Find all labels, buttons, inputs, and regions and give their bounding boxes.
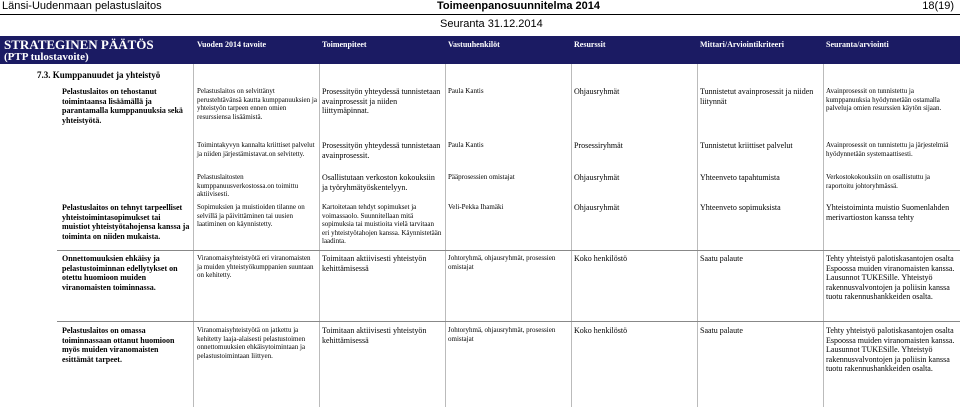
- resources-cell: Prosessiryhmät: [574, 141, 623, 150]
- column-divider: [319, 64, 320, 407]
- action-cell: Prosessityön yhteydessä tunnistetaan avainprosessit.: [322, 141, 441, 160]
- metric-cell: Saatu palaute: [700, 254, 743, 263]
- resources-cell: Ohjausryhmät: [574, 203, 620, 212]
- resources-cell: Ohjausryhmät: [574, 87, 620, 96]
- page-number: 18(19): [922, 0, 954, 12]
- section-title: 7.3. Kumppanuudet ja yhteistyö: [37, 70, 161, 80]
- metric-cell: Tunnistetut kriittiset palvelut: [700, 141, 793, 150]
- resources-cell: Koko henkilöstö: [574, 326, 628, 335]
- followup-cell: Avainprosessit on tunnistettu ja järjestelmiä hyödynnetään systemaattisesti.: [826, 141, 949, 158]
- banner-subtitle: (PTP tulostavoite): [4, 51, 89, 63]
- metric-cell: Yhteenveto tapahtumista: [700, 173, 780, 182]
- goal-cell: Pelastuslaitos on selvittänyt perustehtävänsä kautta kumppanuuksien ja yhteistyön tarpeen ennen omien resurssiensa lisäämistä.: [197, 87, 317, 121]
- org-name: Länsi-Uudenmaan pelastuslaitos: [2, 0, 162, 12]
- followup-cell: Verkostokokouksiin on osallistuttu ja raportoitu johtoryhmässä.: [826, 173, 931, 190]
- banner-title: STRATEGINEN PÄÄTÖS: [4, 37, 154, 52]
- action-cell: Toimitaan aktiivisesti yhteistyön kehittämisessä: [322, 254, 427, 273]
- column-header-goal: Vuoden 2014 tavoite: [197, 40, 267, 49]
- row-divider: [57, 250, 960, 251]
- resources-cell: Koko henkilöstö: [574, 254, 628, 263]
- action-cell: Osallistutaan verkoston kokouksiin ja työryhmätyöskentelyyn.: [322, 173, 435, 192]
- strategy-cell: Pelastuslaitos on tehnyt tarpeelliset yhteistoimintasopimukset tai muistiot yhteistyötahojensa kanssa ja toiminta on niiden mukaista.: [62, 203, 190, 241]
- responsible-cell: Paula Kantis: [448, 141, 484, 149]
- column-header-metric: Mittari/Arviointikriteeri: [700, 40, 784, 49]
- followup-date: Seuranta 31.12.2014: [440, 18, 543, 30]
- metric-cell: Tunnistetut avainprosessit ja niiden liitynnät: [700, 87, 814, 106]
- goal-cell: Sopimuksien ja muistioiden tilanne on selvillä ja päivittäminen tai uusien laatiminen on käynnistetty.: [197, 203, 305, 229]
- column-divider: [445, 64, 446, 407]
- page-header: [0, 0, 960, 14]
- strategy-cell: Pelastuslaitos on omassa toiminnassaan ottanut huomioon myös muiden viranomaisten esittämät tarpeet.: [62, 326, 175, 364]
- followup-cell: Tehty yhteistyö palotiskasantojen osalta Espoossa muiden viranomaisten kanssa. Lausunnot TUKESille. Yhteistyö rakennusvalvontojen ja poliisin kanssa tuotu rakennushankkeiden osalta.: [826, 326, 955, 374]
- column-header-resources: Resurssit: [574, 40, 606, 49]
- responsible-cell: Johtoryhmä, ohjausryhmät, prosessien omistajat: [448, 326, 556, 343]
- document-title: Toimeenpanosuunnitelma 2014: [437, 0, 601, 12]
- column-divider: [697, 64, 698, 407]
- responsible-cell: Paula Kantis: [448, 87, 484, 95]
- column-divider: [823, 64, 824, 407]
- goal-cell: Pelastuslaitosten kumppanuusverkostossa.on toimittu aktiivisesti.: [197, 173, 299, 199]
- action-cell: Toimitaan aktiivisesti yhteistyön kehittämisessä: [322, 326, 427, 345]
- responsible-cell: Pääprosessien omistajat: [448, 173, 515, 181]
- action-cell: Prosessityön yhteydessä tunnistetaan avainprosessit ja niiden liittymäpinnat.: [322, 87, 441, 116]
- strategy-cell: Onnettomuuksien ehkäisy ja pelastustoiminnan edellytykset on otettu huomioon muiden viranomaisten toiminnassa.: [62, 254, 178, 292]
- goal-cell: Toimintakyvyn kannalta kriittiset palvelut ja niiden järjestämistavat.on selvitetty.: [197, 141, 315, 158]
- responsible-cell: Johtoryhmä, ohjausryhmät, prosessien omistajat: [448, 254, 556, 271]
- column-divider: [571, 64, 572, 407]
- column-header-followup: Seuranta/arviointi: [826, 40, 889, 49]
- metric-cell: Saatu palaute: [700, 326, 743, 335]
- column-divider: [193, 64, 194, 407]
- row-divider: [57, 321, 960, 322]
- table-banner: [0, 36, 960, 64]
- goal-cell: Viranomaisyhteistyötä on jatkettu ja kehitetty laaja-alaisesti pelastustoimen onnettomuuksien ehkäisytoimintaan ja pelastustoimintaan liittyen.: [197, 326, 306, 360]
- responsible-cell: Veli-Pekka Ihamäki: [448, 203, 504, 211]
- strategy-cell: Pelastuslaitos on tehostanut toimintaansa lisäämällä ja parantamalla kumppanuuksia sekä yhteistyötä.: [62, 87, 183, 125]
- metric-cell: Yhteenveto sopimuksista: [700, 203, 781, 212]
- resources-cell: Ohjausryhmät: [574, 173, 620, 182]
- followup-cell: Avainprosessit on tunnistettu ja kumppanuuksia hyödynnetään ostamalla palveluja omien resurssien käytön sijaan.: [826, 87, 942, 113]
- action-cell: Kartoitetaan tehdyt sopimukset ja voimassaolo. Suunnitellaan mitä sopimuksia tai muistioita vielä tarvitaan eri yhteistyötahojen kanssa. Käynnistetään laadinta.: [322, 203, 442, 246]
- header-divider: [0, 14, 960, 15]
- goal-cell: Viranomaisyhteistyötä eri viranomaisten ja muiden yhteistyökumppanien suuntaan on kehitetty.: [197, 254, 314, 280]
- followup-cell: Tehty yhteistyö palotiskasantojen osalta Espoossa muiden viranomaisten kanssa. Lausunnot TUKESille. Yhteistyö rakennusvalvontojen ja poliisin kanssa tuotu rakennushankkeiden osalta.: [826, 254, 955, 302]
- followup-cell: Yhteistoiminta muistio Suomenlahden merivartioston kanssa tehty: [826, 203, 950, 222]
- column-header-actions: Toimenpiteet: [322, 40, 367, 49]
- column-header-responsible: Vastuuhenkilöt: [448, 40, 500, 49]
